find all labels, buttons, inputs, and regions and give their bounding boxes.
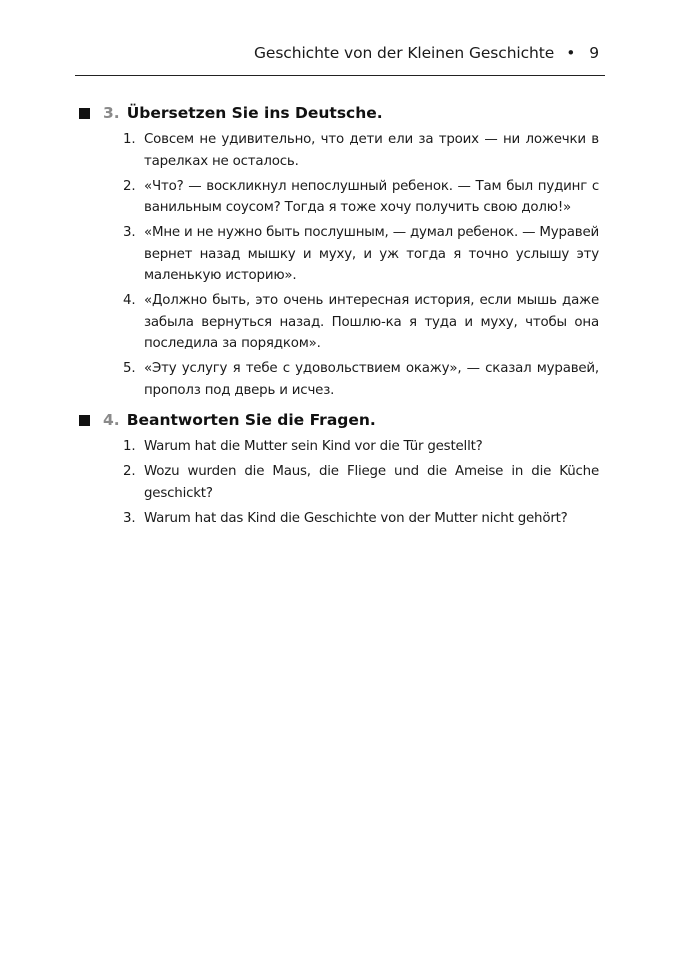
running-header [75,44,605,76]
item-text: Warum hat die Mutter sein Kind vor die Tür gestellt? [144,439,483,454]
book-title: Geschichte von der Kleinen Geschichte [253,44,555,62]
item-text: Wozu wurden die Maus, die Fliege und die Ameise in die Küche geschickt? [144,464,599,501]
item-text: Совсем не удивительно, что дети ели за троих — ни ложечки в тарелках не осталось. [144,132,599,169]
exercise-3 [79,101,609,405]
exercise-3-list [79,129,599,401]
exercise-4-list [79,436,599,529]
exercise-4-heading [79,408,609,432]
exercise-3-heading [79,101,609,125]
item-text: Warum hat das Kind die Geschichte von der Mutter nicht gehört? [144,510,568,526]
list-item [123,436,599,458]
item-number: 2. [123,464,136,479]
list-item [123,222,599,287]
item-number: 1. [123,132,136,147]
list-item [123,129,599,172]
exercise-number: 3. [103,104,120,122]
item-number: 2. [123,178,136,194]
list-item [123,461,599,504]
list-item [123,290,599,355]
square-bullet-icon [79,108,90,119]
exercise-number: 4. [103,411,120,429]
item-number: 5. [123,361,136,376]
item-text: «Должно быть, это очень интересная история, если мышь даже забыла вернуться назад. Пошлю-ка я туда и муху, чтобы она последила за порядком». [144,293,599,351]
square-bullet-icon [79,415,90,426]
item-text: «Эту услугу я тебе с удовольствием окажу», — сказал муравей, прополз под дверь и исчез. [144,361,599,398]
exercise-title: Beantworten Sie die Fragen. [126,411,376,429]
item-text: «Мне и не нужно быть послушным, — думал ребенок. — Муравей вернет назад мышку и муху, и уж тогда я точно услышу эту маленькую историю». [144,225,599,283]
item-number: 1. [123,439,136,454]
list-item [123,176,599,219]
page-number: 9 [589,44,599,62]
list-item [123,508,599,530]
item-number: 3. [123,225,136,240]
list-item [123,358,599,401]
item-text: «Что? — воскликнул непослушный ребенок. — Там был пудинг с ванильным соусом? Тогда я тоже хочу получить свою долю!» [144,178,599,215]
exercise-title: Übersetzen Sie ins Deutsche. [126,104,383,122]
item-number: 4. [123,293,136,308]
item-number: 3. [123,510,136,526]
exercise-4 [79,408,609,533]
header-separator: • [566,44,576,62]
